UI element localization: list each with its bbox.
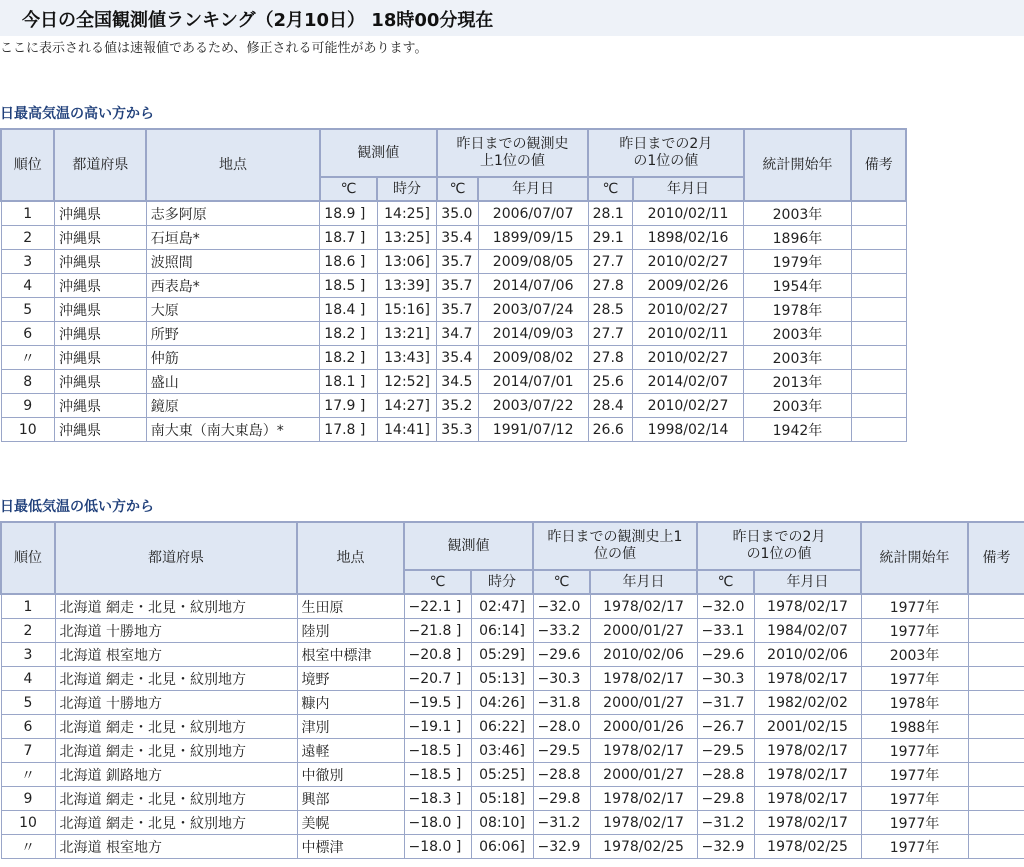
- record-history-date-cell: 2000/01/27: [590, 763, 697, 787]
- record-history-temp-cell: −29.6: [533, 643, 590, 667]
- remarks-cell: [968, 619, 1024, 643]
- header-prefecture: 都道府県: [54, 129, 146, 201]
- header-observed: 観測値: [320, 129, 437, 177]
- record-history-date-cell: 2000/01/26: [590, 715, 697, 739]
- record-history-temp-cell: 35.2: [437, 394, 478, 418]
- record-february-temp-cell: −33.1: [697, 619, 754, 643]
- record-february-date-cell: 2010/02/27: [633, 250, 744, 274]
- record-february-date-cell: 2001/02/15: [754, 715, 861, 739]
- table-row: [1, 201, 906, 226]
- stat-start-cell: 1978年: [744, 298, 852, 322]
- stat-start-cell: 2003年: [744, 201, 852, 226]
- record-history-date-cell: 1978/02/17: [590, 739, 697, 763]
- record-history-date-cell: 1978/02/17: [590, 787, 697, 811]
- record-february-temp-cell: 28.1: [588, 201, 632, 226]
- station-cell: 所野: [146, 322, 320, 346]
- record-history-temp-cell: 35.7: [437, 298, 478, 322]
- record-february-temp-cell: 28.5: [588, 298, 632, 322]
- observed-time-cell: 14:41]: [377, 418, 437, 442]
- record-history-date-cell: 1978/02/17: [590, 811, 697, 835]
- table-row: [1, 418, 906, 442]
- header-record-history: 昨日までの観測史上1位の値: [437, 129, 588, 177]
- rank-cell: 5: [1, 691, 55, 715]
- table-row: [1, 691, 1024, 715]
- stat-start-cell: 1977年: [861, 787, 968, 811]
- table-row: [1, 811, 1024, 835]
- stat-start-cell: 1977年: [861, 739, 968, 763]
- prefecture-cell: 北海道 網走・北見・紋別地方: [55, 787, 297, 811]
- station-cell: 仲筋: [146, 346, 320, 370]
- table-row: [1, 715, 1024, 739]
- table-row: [1, 346, 906, 370]
- record-february-date-cell: 2010/02/11: [633, 201, 744, 226]
- record-history-date-cell: 1978/02/25: [590, 835, 697, 859]
- stat-start-cell: 2013年: [744, 370, 852, 394]
- record-february-temp-cell: 25.6: [588, 370, 632, 394]
- record-february-date-cell: 1898/02/16: [633, 226, 744, 250]
- record-february-date-cell: 1978/02/17: [754, 667, 861, 691]
- rank-cell: 8: [1, 370, 54, 394]
- observed-temp-cell: −18.3 ]: [404, 787, 471, 811]
- prefecture-cell: 北海道 網走・北見・紋別地方: [55, 594, 297, 619]
- station-cell: 志多阿原: [146, 201, 320, 226]
- stat-start-cell: 1977年: [861, 619, 968, 643]
- record-history-temp-cell: −32.9: [533, 835, 590, 859]
- observed-temp-cell: −19.5 ]: [404, 691, 471, 715]
- rank-cell: 2: [1, 226, 54, 250]
- observed-time-cell: 13:39]: [377, 274, 437, 298]
- table-row: [1, 835, 1024, 859]
- rank-cell: 5: [1, 298, 54, 322]
- observed-time-cell: 13:25]: [377, 226, 437, 250]
- record-history-date-cell: 2014/07/06: [478, 274, 588, 298]
- low-section-title: 日最低気温の低い方から: [0, 499, 154, 515]
- header-rank: 順位: [1, 522, 55, 594]
- prefecture-cell: 沖縄県: [54, 226, 146, 250]
- observed-time-cell: 05:18]: [471, 787, 533, 811]
- record-history-date-cell: 2003/07/22: [478, 394, 588, 418]
- observed-time-cell: 14:27]: [377, 394, 437, 418]
- remarks-cell: [851, 394, 906, 418]
- remarks-cell: [851, 226, 906, 250]
- subheader-hist-temp: ℃: [533, 570, 590, 594]
- table-row: [1, 763, 1024, 787]
- record-february-temp-cell: −28.8: [697, 763, 754, 787]
- record-february-temp-cell: −32.0: [697, 594, 754, 619]
- station-cell: 西表島*: [146, 274, 320, 298]
- record-february-temp-cell: −29.5: [697, 739, 754, 763]
- station-cell: 石垣島*: [146, 226, 320, 250]
- observed-time-cell: 15:16]: [377, 298, 437, 322]
- table-row: [1, 322, 906, 346]
- record-february-date-cell: 1982/02/02: [754, 691, 861, 715]
- header-stat-start: 統計開始年: [861, 522, 968, 594]
- remarks-cell: [851, 250, 906, 274]
- record-history-temp-cell: −29.5: [533, 739, 590, 763]
- rank-cell: 6: [1, 322, 54, 346]
- rank-cell: 10: [1, 811, 55, 835]
- station-cell: 鏡原: [146, 394, 320, 418]
- rank-cell: 9: [1, 394, 54, 418]
- subheader-hist-date: 年月日: [478, 177, 588, 201]
- rank-cell: 〃: [1, 346, 54, 370]
- observed-time-cell: 04:26]: [471, 691, 533, 715]
- stat-start-cell: 2003年: [861, 643, 968, 667]
- remarks-cell: [851, 346, 906, 370]
- header-station: 地点: [297, 522, 404, 594]
- station-cell: 南大東（南大東島）*: [146, 418, 320, 442]
- record-history-temp-cell: 35.4: [437, 226, 478, 250]
- title-bar: [0, 0, 1024, 36]
- table-row: [1, 274, 906, 298]
- remarks-cell: [851, 370, 906, 394]
- record-history-temp-cell: 35.7: [437, 274, 478, 298]
- record-history-date-cell: 2000/01/27: [590, 619, 697, 643]
- observed-temp-cell: −20.7 ]: [404, 667, 471, 691]
- remarks-cell: [968, 739, 1024, 763]
- record-february-temp-cell: 28.4: [588, 394, 632, 418]
- remarks-cell: [968, 643, 1024, 667]
- station-cell: 陸別: [297, 619, 404, 643]
- record-february-date-cell: 1984/02/07: [754, 619, 861, 643]
- remarks-cell: [851, 274, 906, 298]
- table-row: [1, 619, 1024, 643]
- prefecture-cell: 沖縄県: [54, 274, 146, 298]
- station-cell: 中徹別: [297, 763, 404, 787]
- stat-start-cell: 1942年: [744, 418, 852, 442]
- record-history-date-cell: 2014/07/01: [478, 370, 588, 394]
- observed-temp-cell: 18.4 ]: [320, 298, 378, 322]
- remarks-cell: [968, 763, 1024, 787]
- table-row: [1, 370, 906, 394]
- record-history-date-cell: 2009/08/02: [478, 346, 588, 370]
- record-history-date-cell: 2009/08/05: [478, 250, 588, 274]
- high-temp-table: [0, 128, 907, 442]
- subheader-temp: ℃: [320, 177, 378, 201]
- record-february-temp-cell: 27.8: [588, 274, 632, 298]
- observed-time-cell: 06:22]: [471, 715, 533, 739]
- record-history-temp-cell: 34.7: [437, 322, 478, 346]
- remarks-cell: [968, 594, 1024, 619]
- stat-start-cell: 1977年: [861, 763, 968, 787]
- rank-cell: 1: [1, 201, 54, 226]
- remarks-cell: [968, 811, 1024, 835]
- record-february-date-cell: 1978/02/17: [754, 739, 861, 763]
- observed-time-cell: 05:29]: [471, 643, 533, 667]
- header-record-history: 昨日までの観測史上1位の値: [533, 522, 697, 570]
- observed-temp-cell: 18.7 ]: [320, 226, 378, 250]
- record-history-date-cell: 2003/07/24: [478, 298, 588, 322]
- table-row: [1, 739, 1024, 763]
- record-history-temp-cell: −30.3: [533, 667, 590, 691]
- station-cell: 生田原: [297, 594, 404, 619]
- remarks-cell: [968, 715, 1024, 739]
- rank-cell: 〃: [1, 835, 55, 859]
- observed-temp-cell: 18.9 ]: [320, 201, 378, 226]
- record-february-temp-cell: 27.8: [588, 346, 632, 370]
- record-february-date-cell: 1978/02/17: [754, 811, 861, 835]
- observed-temp-cell: −21.8 ]: [404, 619, 471, 643]
- table-row: [1, 594, 1024, 619]
- stat-start-cell: 1896年: [744, 226, 852, 250]
- rank-cell: 〃: [1, 763, 55, 787]
- prefecture-cell: 北海道 網走・北見・紋別地方: [55, 667, 297, 691]
- subheader-feb-date: 年月日: [633, 177, 744, 201]
- prefecture-cell: 北海道 網走・北見・紋別地方: [55, 739, 297, 763]
- stat-start-cell: 1977年: [861, 667, 968, 691]
- remarks-cell: [968, 787, 1024, 811]
- observed-temp-cell: 17.8 ]: [320, 418, 378, 442]
- observed-temp-cell: −18.0 ]: [404, 835, 471, 859]
- header-stat-start: 統計開始年: [744, 129, 852, 201]
- station-cell: 美幌: [297, 811, 404, 835]
- stat-start-cell: 1978年: [861, 691, 968, 715]
- table-row: [1, 226, 906, 250]
- disclaimer-note: ここに表示される値は速報値であるため、修正される可能性があります。: [0, 41, 428, 56]
- observed-temp-cell: 18.1 ]: [320, 370, 378, 394]
- station-cell: 境野: [297, 667, 404, 691]
- rank-cell: 3: [1, 250, 54, 274]
- header-remarks: 備考: [968, 522, 1024, 594]
- record-february-temp-cell: −31.7: [697, 691, 754, 715]
- high-section-title: 日最高気温の高い方から: [0, 106, 154, 122]
- record-february-temp-cell: −31.2: [697, 811, 754, 835]
- subheader-time: 時分: [377, 177, 437, 201]
- stat-start-cell: 1954年: [744, 274, 852, 298]
- observed-time-cell: 05:13]: [471, 667, 533, 691]
- observed-temp-cell: 17.9 ]: [320, 394, 378, 418]
- station-cell: 波照間: [146, 250, 320, 274]
- rank-cell: 9: [1, 787, 55, 811]
- station-cell: 興部: [297, 787, 404, 811]
- observed-time-cell: 13:06]: [377, 250, 437, 274]
- stat-start-cell: 1977年: [861, 811, 968, 835]
- stat-start-cell: 2003年: [744, 346, 852, 370]
- record-february-temp-cell: 26.6: [588, 418, 632, 442]
- rank-cell: 1: [1, 594, 55, 619]
- observed-time-cell: 05:25]: [471, 763, 533, 787]
- record-history-temp-cell: 35.3: [437, 418, 478, 442]
- record-history-temp-cell: 35.4: [437, 346, 478, 370]
- remarks-cell: [851, 322, 906, 346]
- subheader-time: 時分: [471, 570, 533, 594]
- station-cell: 根室中標津: [297, 643, 404, 667]
- prefecture-cell: 北海道 網走・北見・紋別地方: [55, 715, 297, 739]
- record-february-temp-cell: 27.7: [588, 322, 632, 346]
- observed-temp-cell: −18.5 ]: [404, 739, 471, 763]
- subheader-hist-temp: ℃: [437, 177, 478, 201]
- prefecture-cell: 沖縄県: [54, 418, 146, 442]
- record-february-date-cell: 2014/02/07: [633, 370, 744, 394]
- observed-temp-cell: 18.5 ]: [320, 274, 378, 298]
- record-history-date-cell: 1991/07/12: [478, 418, 588, 442]
- observed-time-cell: 06:06]: [471, 835, 533, 859]
- low-temp-table: [0, 521, 1024, 859]
- observed-time-cell: 14:25]: [377, 201, 437, 226]
- subheader-temp: ℃: [404, 570, 471, 594]
- remarks-cell: [851, 201, 906, 226]
- rank-cell: 6: [1, 715, 55, 739]
- page-title: 今日の全国観測値ランキング（2月10日） 18時00分現在: [22, 10, 494, 31]
- record-history-temp-cell: −31.8: [533, 691, 590, 715]
- record-february-date-cell: 1978/02/17: [754, 594, 861, 619]
- rank-cell: 3: [1, 643, 55, 667]
- record-february-date-cell: 1978/02/17: [754, 763, 861, 787]
- table-row: [1, 394, 906, 418]
- observed-temp-cell: 18.2 ]: [320, 322, 378, 346]
- record-february-temp-cell: −30.3: [697, 667, 754, 691]
- table-row: [1, 787, 1024, 811]
- station-cell: 糠内: [297, 691, 404, 715]
- stat-start-cell: 2003年: [744, 394, 852, 418]
- observed-time-cell: 06:14]: [471, 619, 533, 643]
- rank-cell: 7: [1, 739, 55, 763]
- record-february-date-cell: 2010/02/27: [633, 298, 744, 322]
- record-history-date-cell: 2000/01/27: [590, 691, 697, 715]
- record-february-temp-cell: 27.7: [588, 250, 632, 274]
- observed-temp-cell: −20.8 ]: [404, 643, 471, 667]
- prefecture-cell: 沖縄県: [54, 346, 146, 370]
- record-february-temp-cell: −29.6: [697, 643, 754, 667]
- observed-time-cell: 13:21]: [377, 322, 437, 346]
- record-history-temp-cell: −31.2: [533, 811, 590, 835]
- prefecture-cell: 北海道 十勝地方: [55, 691, 297, 715]
- table-row: [1, 298, 906, 322]
- stat-start-cell: 1977年: [861, 835, 968, 859]
- record-february-date-cell: 2009/02/26: [633, 274, 744, 298]
- stat-start-cell: 2003年: [744, 322, 852, 346]
- observed-temp-cell: −22.1 ]: [404, 594, 471, 619]
- prefecture-cell: 北海道 根室地方: [55, 643, 297, 667]
- station-cell: 大原: [146, 298, 320, 322]
- record-history-temp-cell: −32.0: [533, 594, 590, 619]
- observed-temp-cell: −19.1 ]: [404, 715, 471, 739]
- record-february-temp-cell: −26.7: [697, 715, 754, 739]
- record-history-date-cell: 2006/07/07: [478, 201, 588, 226]
- rank-cell: 10: [1, 418, 54, 442]
- remarks-cell: [968, 835, 1024, 859]
- record-february-date-cell: 2010/02/27: [633, 346, 744, 370]
- table-row: [1, 643, 1024, 667]
- remarks-cell: [851, 298, 906, 322]
- table-row: [1, 667, 1024, 691]
- station-cell: 津別: [297, 715, 404, 739]
- record-history-date-cell: 1978/02/17: [590, 667, 697, 691]
- prefecture-cell: 沖縄県: [54, 370, 146, 394]
- observed-time-cell: 13:43]: [377, 346, 437, 370]
- record-history-temp-cell: 35.0: [437, 201, 478, 226]
- remarks-cell: [851, 418, 906, 442]
- remarks-cell: [968, 691, 1024, 715]
- header-prefecture: 都道府県: [55, 522, 297, 594]
- header-rank: 順位: [1, 129, 54, 201]
- record-february-temp-cell: −32.9: [697, 835, 754, 859]
- remarks-cell: [968, 667, 1024, 691]
- observed-temp-cell: 18.6 ]: [320, 250, 378, 274]
- stat-start-cell: 1988年: [861, 715, 968, 739]
- observed-time-cell: 03:46]: [471, 739, 533, 763]
- prefecture-cell: 沖縄県: [54, 201, 146, 226]
- rank-cell: 2: [1, 619, 55, 643]
- header-station: 地点: [146, 129, 320, 201]
- prefecture-cell: 沖縄県: [54, 394, 146, 418]
- subheader-hist-date: 年月日: [590, 570, 697, 594]
- station-cell: 中標津: [297, 835, 404, 859]
- record-history-date-cell: 2010/02/06: [590, 643, 697, 667]
- record-february-date-cell: 1978/02/17: [754, 787, 861, 811]
- record-history-temp-cell: 35.7: [437, 250, 478, 274]
- rank-cell: 4: [1, 667, 55, 691]
- record-history-date-cell: 1899/09/15: [478, 226, 588, 250]
- stat-start-cell: 1979年: [744, 250, 852, 274]
- observed-temp-cell: −18.5 ]: [404, 763, 471, 787]
- record-february-date-cell: 2010/02/27: [633, 394, 744, 418]
- prefecture-cell: 沖縄県: [54, 322, 146, 346]
- record-february-date-cell: 2010/02/11: [633, 322, 744, 346]
- prefecture-cell: 北海道 十勝地方: [55, 619, 297, 643]
- header-record-february: 昨日までの2月の1位の値: [697, 522, 861, 570]
- record-history-temp-cell: −33.2: [533, 619, 590, 643]
- observed-temp-cell: 18.2 ]: [320, 346, 378, 370]
- record-history-date-cell: 1978/02/17: [590, 594, 697, 619]
- header-remarks: 備考: [851, 129, 906, 201]
- observed-time-cell: 02:47]: [471, 594, 533, 619]
- stat-start-cell: 1977年: [861, 594, 968, 619]
- station-cell: 盛山: [146, 370, 320, 394]
- prefecture-cell: 北海道 釧路地方: [55, 763, 297, 787]
- subheader-feb-temp: ℃: [588, 177, 632, 201]
- record-february-temp-cell: 29.1: [588, 226, 632, 250]
- record-history-temp-cell: −28.8: [533, 763, 590, 787]
- subheader-feb-temp: ℃: [697, 570, 754, 594]
- record-february-date-cell: 1978/02/25: [754, 835, 861, 859]
- observed-time-cell: 08:10]: [471, 811, 533, 835]
- high-table-body: [1, 201, 906, 442]
- record-history-temp-cell: −29.8: [533, 787, 590, 811]
- record-february-temp-cell: −29.8: [697, 787, 754, 811]
- table-row: [1, 250, 906, 274]
- rank-cell: 4: [1, 274, 54, 298]
- prefecture-cell: 沖縄県: [54, 250, 146, 274]
- header-observed: 観測値: [404, 522, 533, 570]
- record-history-temp-cell: −28.0: [533, 715, 590, 739]
- prefecture-cell: 北海道 網走・北見・紋別地方: [55, 811, 297, 835]
- record-history-date-cell: 2014/09/03: [478, 322, 588, 346]
- observed-time-cell: 12:52]: [377, 370, 437, 394]
- prefecture-cell: 沖縄県: [54, 298, 146, 322]
- record-february-date-cell: 1998/02/14: [633, 418, 744, 442]
- record-february-date-cell: 2010/02/06: [754, 643, 861, 667]
- header-record-february: 昨日までの2月の1位の値: [588, 129, 743, 177]
- low-table-body: [1, 594, 1024, 859]
- station-cell: 遠軽: [297, 739, 404, 763]
- record-history-temp-cell: 34.5: [437, 370, 478, 394]
- subheader-feb-date: 年月日: [754, 570, 861, 594]
- observed-temp-cell: −18.0 ]: [404, 811, 471, 835]
- prefecture-cell: 北海道 根室地方: [55, 835, 297, 859]
